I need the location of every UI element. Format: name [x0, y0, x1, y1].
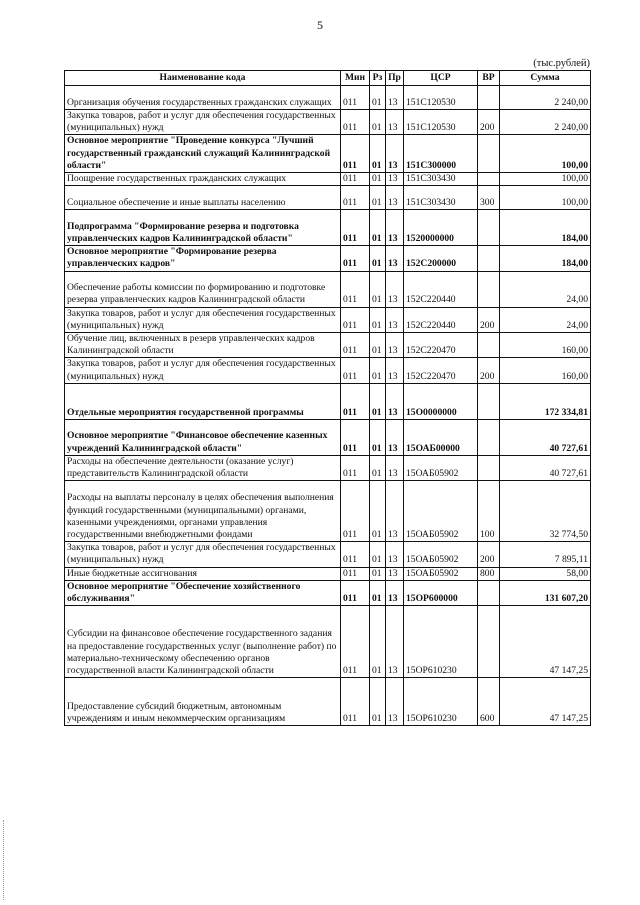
table-row	[65, 307, 591, 332]
cell-name: Подпрограмма "Формирование резерва и подготовка управленческих кадров Калининградской области"	[65, 210, 341, 246]
cell-vr	[478, 455, 500, 480]
cell-name: Поощрение государственных гражданских служащих	[65, 173, 341, 186]
cell-pr: 13	[386, 307, 404, 332]
cell-min: 011	[341, 246, 370, 271]
cell-pr: 13	[386, 86, 404, 110]
cell-name: Предоставление субсидий бюджетным, автономным учреждениям и иным некоммерческим организациям	[65, 678, 341, 726]
table-row	[65, 419, 591, 455]
cell-csr: 15ОАБ05902	[404, 455, 478, 480]
cell-csr: 152С220470	[404, 333, 478, 358]
cell-vr	[478, 419, 500, 455]
cell-sum: 160,00	[500, 358, 591, 383]
header-min: Мин	[341, 71, 370, 86]
cell-name: Расходы на выплаты персоналу в целях обеспечения выполнения функций государственными (муниципальными) органами, казенными учреждениями, органами управления государственными внебюджетными фондами	[65, 481, 341, 542]
cell-min: 011	[341, 678, 370, 726]
cell-rz: 01	[370, 383, 386, 419]
cell-min: 011	[341, 383, 370, 419]
table-row	[65, 678, 591, 726]
cell-rz: 01	[370, 419, 386, 455]
cell-vr	[478, 246, 500, 271]
cell-sum: 32 774,50	[500, 481, 591, 542]
header-name: Наименование кода	[65, 71, 341, 86]
cell-name: Обеспечение работы комиссии по формированию и подготовке резерва управленческих кадров Калининградской области	[65, 271, 341, 307]
cell-pr: 13	[386, 173, 404, 186]
cell-pr: 13	[386, 333, 404, 358]
table-row	[65, 333, 591, 358]
cell-min: 011	[341, 271, 370, 307]
cell-name: Расходы на обеспечение деятельности (оказание услуг) представительств Калининградской области	[65, 455, 341, 480]
cell-min: 011	[341, 86, 370, 110]
cell-rz: 01	[370, 606, 386, 678]
cell-csr: 15ОР600000	[404, 580, 478, 605]
cell-rz: 01	[370, 455, 386, 480]
cell-name: Иные бюджетные ассигнования	[65, 567, 341, 580]
cell-name: Основное мероприятие "Обеспечение хозяйственного обслуживания"	[65, 580, 341, 605]
table-row	[65, 455, 591, 480]
cell-min: 011	[341, 173, 370, 186]
table-row	[65, 481, 591, 542]
cell-name: Закупка товаров, работ и услуг для обеспечения государственных (муниципальных) нужд	[65, 542, 341, 567]
cell-csr: 15ОАБ05902	[404, 542, 478, 567]
table-row	[65, 358, 591, 383]
cell-sum: 2 240,00	[500, 86, 591, 110]
cell-min: 011	[341, 606, 370, 678]
cell-pr: 13	[386, 580, 404, 605]
cell-rz: 01	[370, 173, 386, 186]
table-row	[65, 210, 591, 246]
cell-rz: 01	[370, 333, 386, 358]
cell-vr: 200	[478, 110, 500, 135]
cell-csr: 152С200000	[404, 246, 478, 271]
cell-pr: 13	[386, 542, 404, 567]
cell-csr: 152С220440	[404, 271, 478, 307]
cell-vr	[478, 383, 500, 419]
page-number: 5	[317, 18, 323, 32]
cell-sum: 47 147,25	[500, 606, 591, 678]
cell-csr: 15ОР610230	[404, 606, 478, 678]
cell-min: 011	[341, 358, 370, 383]
cell-csr: 151С120530	[404, 110, 478, 135]
cell-sum: 100,00	[500, 173, 591, 186]
table-body	[65, 86, 591, 726]
cell-rz: 01	[370, 210, 386, 246]
cell-sum: 58,00	[500, 567, 591, 580]
cell-min: 011	[341, 481, 370, 542]
cell-vr	[478, 86, 500, 110]
cell-csr: 151С120530	[404, 86, 478, 110]
cell-sum: 47 147,25	[500, 678, 591, 726]
cell-min: 011	[341, 210, 370, 246]
cell-min: 011	[341, 333, 370, 358]
cell-vr: 600	[478, 678, 500, 726]
cell-name: Закупка товаров, работ и услуг для обеспечения государственных (муниципальных) нужд	[65, 307, 341, 332]
cell-sum: 100,00	[500, 135, 591, 173]
cell-vr	[478, 606, 500, 678]
cell-name: Основное мероприятие "Формирование резерва управленческих кадров"	[65, 246, 341, 271]
cell-vr: 800	[478, 567, 500, 580]
cell-vr	[478, 271, 500, 307]
cell-sum: 2 240,00	[500, 110, 591, 135]
cell-min: 011	[341, 135, 370, 173]
cell-pr: 13	[386, 606, 404, 678]
cell-pr: 13	[386, 678, 404, 726]
cell-rz: 01	[370, 86, 386, 110]
cell-rz: 01	[370, 135, 386, 173]
cell-vr: 300	[478, 186, 500, 210]
cell-rz: 01	[370, 358, 386, 383]
table-row	[65, 383, 591, 419]
table-row	[65, 246, 591, 271]
cell-name: Обучение лиц, включенных в резерв управленческих кадров Калининградской области	[65, 333, 341, 358]
cell-sum: 24,00	[500, 271, 591, 307]
cell-name: Закупка товаров, работ и услуг для обеспечения государственных (муниципальных) нужд	[65, 110, 341, 135]
cell-name: Социальное обеспечение и иные выплаты населению	[65, 186, 341, 210]
cell-vr	[478, 580, 500, 605]
table-row	[65, 135, 591, 173]
cell-vr	[478, 210, 500, 246]
cell-rz: 01	[370, 678, 386, 726]
cell-csr: 152С220440	[404, 307, 478, 332]
budget-table	[64, 70, 591, 726]
cell-csr: 151С300000	[404, 135, 478, 173]
cell-csr: 15ОАБ05902	[404, 481, 478, 542]
table-row	[65, 173, 591, 186]
cell-csr: 15ОАБ00000	[404, 419, 478, 455]
cell-min: 011	[341, 110, 370, 135]
cell-vr: 200	[478, 542, 500, 567]
cell-rz: 01	[370, 307, 386, 332]
cell-rz: 01	[370, 542, 386, 567]
cell-min: 011	[341, 567, 370, 580]
cell-sum: 24,00	[500, 307, 591, 332]
cell-min: 011	[341, 455, 370, 480]
units-label: (тыс.рублей)	[533, 58, 590, 69]
cell-pr: 13	[386, 567, 404, 580]
cell-vr	[478, 135, 500, 173]
cell-pr: 13	[386, 481, 404, 542]
cell-sum: 160,00	[500, 333, 591, 358]
cell-sum: 7 895,11	[500, 542, 591, 567]
cell-rz: 01	[370, 567, 386, 580]
cell-pr: 13	[386, 358, 404, 383]
cell-vr: 200	[478, 358, 500, 383]
cell-pr: 13	[386, 186, 404, 210]
cell-pr: 13	[386, 110, 404, 135]
table-row	[65, 271, 591, 307]
cell-name: Основное мероприятие "Финансовое обеспечение казенных учреждений Калининградской области"	[65, 419, 341, 455]
cell-csr: 15О0000000	[404, 383, 478, 419]
cell-rz: 01	[370, 246, 386, 271]
table-row	[65, 186, 591, 210]
table-row	[65, 86, 591, 110]
table-header-row	[65, 71, 591, 86]
cell-name: Основное мероприятие "Проведение конкурса "Лучший государственный гражданский служащий Калининградской области"	[65, 135, 341, 173]
cell-rz: 01	[370, 271, 386, 307]
cell-pr: 13	[386, 271, 404, 307]
cell-pr: 13	[386, 246, 404, 271]
header-rz: Рз	[370, 71, 386, 86]
cell-sum: 184,00	[500, 246, 591, 271]
cell-pr: 13	[386, 135, 404, 173]
cell-vr: 200	[478, 307, 500, 332]
header-vr: ВР	[478, 71, 500, 86]
cell-pr: 13	[386, 455, 404, 480]
cell-vr: 100	[478, 481, 500, 542]
cell-csr: 151С303430	[404, 173, 478, 186]
cell-name: Отдельные мероприятия государственной программы	[65, 383, 341, 419]
table-row	[65, 606, 591, 678]
cell-sum: 184,00	[500, 210, 591, 246]
table-row	[65, 110, 591, 135]
cell-csr: 151С303430	[404, 186, 478, 210]
cell-min: 011	[341, 307, 370, 332]
cell-sum: 172 334,81	[500, 383, 591, 419]
cell-name: Закупка товаров, работ и услуг для обеспечения государственных (муниципальных) нужд	[65, 358, 341, 383]
header-csr: ЦСР	[404, 71, 478, 86]
cell-sum: 100,00	[500, 186, 591, 210]
cell-vr	[478, 173, 500, 186]
header-pr: Пр	[386, 71, 404, 86]
cell-rz: 01	[370, 580, 386, 605]
cell-csr: 152С220470	[404, 358, 478, 383]
cell-rz: 01	[370, 186, 386, 210]
cell-pr: 13	[386, 210, 404, 246]
cell-sum: 40 727,61	[500, 419, 591, 455]
cell-min: 011	[341, 186, 370, 210]
cell-sum: 40 727,61	[500, 455, 591, 480]
cell-name: Организация обучения государственных гражданских служащих	[65, 86, 341, 110]
header-sum: Сумма	[500, 71, 591, 86]
table-row	[65, 542, 591, 567]
cell-sum: 131 607,20	[500, 580, 591, 605]
margin-scan-marks	[3, 820, 6, 900]
cell-min: 011	[341, 580, 370, 605]
cell-pr: 13	[386, 383, 404, 419]
cell-csr: 1520000000	[404, 210, 478, 246]
cell-pr: 13	[386, 419, 404, 455]
cell-rz: 01	[370, 481, 386, 542]
table-row	[65, 567, 591, 580]
cell-min: 011	[341, 419, 370, 455]
cell-rz: 01	[370, 110, 386, 135]
cell-min: 011	[341, 542, 370, 567]
cell-csr: 15ОР610230	[404, 678, 478, 726]
cell-vr	[478, 333, 500, 358]
cell-name: Субсидии на финансовое обеспечение государственного задания на предоставление государственных услуг (выполнение работ) по материально-техническому обеспечению органов государственной власти Калининградской области	[65, 606, 341, 678]
table-row	[65, 580, 591, 605]
cell-csr: 15ОАБ05902	[404, 567, 478, 580]
